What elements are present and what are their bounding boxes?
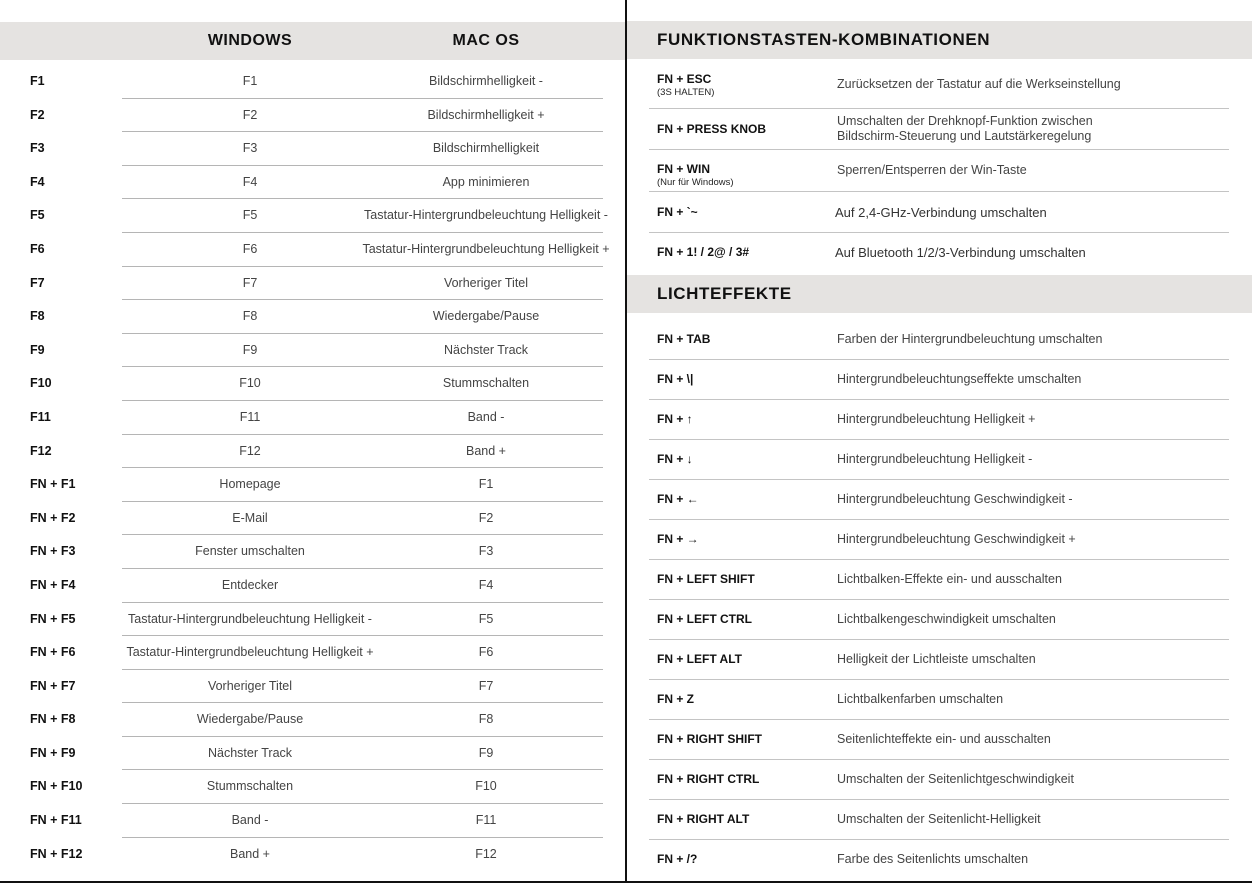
table-row [0, 132, 625, 166]
description: Lichtbalken-Effekte ein- und ausschalten [837, 572, 1062, 586]
key-combo: F4 [30, 174, 45, 189]
windows-action: Entdecker [221, 577, 279, 592]
key-combo: F6 [30, 241, 45, 256]
key-combo: FN + ← [657, 492, 699, 506]
key-combo: F9 [30, 342, 45, 357]
key-combo: FN + F3 [30, 544, 76, 559]
table-row [0, 435, 625, 469]
key-combo [657, 205, 698, 219]
table-row [0, 535, 625, 569]
key-note: (3S HALTEN) [657, 87, 715, 98]
description: Umschalten der Seitenlicht-Helligkeit [837, 812, 1041, 826]
description: Hintergrundbeleuchtung Helligkeit + [837, 412, 1036, 426]
description: Hintergrundbeleuchtung Helligkeit - [837, 452, 1033, 466]
list-item [627, 520, 1252, 560]
table-row [0, 502, 625, 536]
list-item [627, 840, 1252, 880]
list-item [627, 60, 1252, 109]
table-row [0, 770, 625, 804]
list-item [627, 233, 1252, 273]
windows-action: F12 [239, 443, 261, 458]
list-item [627, 600, 1252, 640]
key-combo: F11 [30, 409, 51, 424]
key-combo: F8 [30, 309, 45, 324]
windows-action: F6 [242, 241, 258, 256]
key-combo: FN + F11 [30, 813, 82, 828]
macos-action: Bildschirmhelligkeit - [429, 74, 543, 88]
shortcut-table-left [0, 0, 625, 883]
macos-action: F6 [478, 645, 494, 660]
macos-action: Tastatur-Hintergrundbeleuchtung Helligkeit - [364, 208, 608, 223]
description: Farbe des Seitenlichts umschalten [837, 852, 1029, 866]
table-row [0, 401, 625, 435]
description: Farben der Hintergrundbeleuchtung umschalten [837, 332, 1103, 346]
windows-action: F2 [242, 107, 258, 122]
windows-action: F3 [242, 141, 258, 156]
macos-action: F10 [475, 779, 497, 794]
key-combo: FN + ↓ [657, 452, 693, 466]
table-row [0, 670, 625, 704]
macos-action: F8 [478, 712, 494, 727]
description: Hintergrundbeleuchtung Geschwindigkeit + [837, 532, 1076, 546]
key-label: FN + WIN [657, 162, 710, 176]
key-combo: F10 [30, 376, 52, 391]
key-combo: FN + LEFT SHIFT [657, 572, 755, 586]
description [835, 205, 1047, 220]
key-combo: FN + LEFT CTRL [657, 612, 752, 626]
key-combo: FN + F10 [30, 779, 83, 794]
description: Seitenlichteffekte ein- und ausschalten [837, 732, 1051, 746]
table-row [0, 199, 625, 233]
key-label: FN + ESC [657, 72, 712, 86]
macos-action: Bildschirmhelligkeit [432, 141, 540, 156]
key-combo: FN + F5 [30, 611, 76, 626]
macos-action: Vorheriger Titel [443, 275, 529, 290]
table-row [0, 65, 625, 99]
key-combo [657, 72, 714, 98]
description: Umschalten der Seitenlichtgeschwindigkeit [837, 772, 1074, 786]
macos-action: F2 [478, 510, 494, 525]
windows-action: Vorheriger Titel [207, 678, 293, 693]
description [837, 114, 1093, 144]
table-row [0, 703, 625, 737]
key-combo: FN + RIGHT ALT [657, 812, 750, 826]
windows-action: Tastatur-Hintergrundbeleuchtung Helligkeit - [128, 611, 372, 626]
key-combo: FN + /? [657, 852, 698, 866]
macos-action: F4 [478, 577, 494, 592]
key-combo [657, 122, 766, 136]
list-item [627, 109, 1252, 150]
macos-action: Band - [467, 409, 505, 424]
macos-action: Wiedergabe/Pause [432, 309, 540, 324]
description-line: Umschalten der Drehknopf-Funktion zwischen [837, 114, 1093, 128]
key-combo: FN + Z [657, 692, 695, 706]
column-header-windows: WINDOWS [207, 32, 293, 49]
windows-action: Stummschalten [206, 779, 294, 794]
key-combo: F1 [30, 74, 45, 88]
key-label: FN + 1! / 2@ / 3# [657, 245, 750, 259]
key-combo: FN + F9 [30, 745, 76, 760]
table-row [0, 569, 625, 603]
list-item [627, 720, 1252, 760]
macos-action: App minimieren [442, 174, 530, 189]
key-combo: FN + TAB [657, 332, 711, 346]
key-combo: FN + F1 [30, 477, 76, 492]
table-row [0, 636, 625, 670]
macos-action: Nächster Track [443, 342, 529, 357]
list-item [627, 680, 1252, 720]
description [835, 245, 1086, 260]
table-header [0, 22, 625, 60]
list-item [627, 360, 1252, 400]
section-header-light-effects [627, 275, 1252, 313]
macos-action: F9 [478, 745, 494, 760]
key-label: FN + PRESS KNOB [657, 121, 767, 136]
table-row [0, 267, 625, 301]
list-item [627, 560, 1252, 600]
macos-action: F3 [478, 544, 494, 559]
macos-action: F5 [478, 611, 494, 626]
description [837, 77, 1121, 92]
column-header-macos: MAC OS [452, 32, 520, 49]
key-combo: FN + F8 [30, 712, 76, 727]
table-body [0, 65, 625, 871]
shortcut-table-right [627, 0, 1252, 883]
table-row [0, 367, 625, 401]
list-item [627, 480, 1252, 520]
list-item [627, 440, 1252, 480]
windows-action: Wiedergabe/Pause [196, 712, 304, 727]
windows-action: F4 [242, 174, 258, 189]
windows-action: Tastatur-Hintergrundbeleuchtung Helligkeit + [126, 645, 374, 660]
windows-action: F5 [242, 208, 258, 223]
macos-action: F12 [475, 846, 497, 861]
list-item [627, 320, 1252, 360]
macos-action: Bildschirmhelligkeit + [427, 107, 545, 122]
windows-action: F8 [242, 309, 258, 324]
windows-action: F9 [242, 342, 258, 357]
description: Helligkeit der Lichtleiste umschalten [837, 652, 1036, 666]
key-combo: FN + RIGHT CTRL [657, 772, 760, 786]
key-combo: FN + \| [657, 372, 694, 386]
macos-action: F1 [478, 477, 494, 492]
table-row [0, 300, 625, 334]
key-combo: FN + F12 [30, 846, 83, 861]
table-row [0, 99, 625, 133]
table-row [0, 804, 625, 838]
key-combo: F2 [30, 107, 45, 122]
key-label: FN + `~ [657, 204, 698, 219]
list-item [627, 192, 1252, 233]
list-item [627, 640, 1252, 680]
windows-action: Fenster umschalten [195, 544, 305, 559]
description: Hintergrundbeleuchtungseffekte umschalten [837, 372, 1082, 386]
key-combo: FN + F4 [30, 577, 76, 592]
description-line: Sperren/Entsperren der Win-Taste [837, 163, 1027, 177]
table-row [0, 737, 625, 771]
windows-action: Band + [230, 846, 270, 861]
macos-action: Stummschalten [442, 376, 530, 391]
macos-action: Band + [466, 443, 506, 458]
table-row [0, 603, 625, 637]
key-combo: F12 [30, 443, 52, 458]
macos-action: Tastatur-Hintergrundbeleuchtung Helligkeit + [362, 241, 610, 256]
key-combo [657, 245, 749, 259]
section-header-function-keys [627, 21, 1252, 59]
key-note: (Nur für Windows) [657, 177, 734, 188]
windows-action: Nächster Track [207, 745, 293, 760]
windows-action: Band - [231, 813, 269, 828]
description [837, 163, 1027, 178]
windows-action: F7 [242, 275, 258, 290]
windows-action: F1 [242, 74, 258, 88]
description: Lichtbalkengeschwindigkeit umschalten [837, 612, 1056, 626]
windows-action: Homepage [219, 477, 281, 492]
description-line: Zurücksetzen der Tastatur auf die Werkseinstellung [837, 76, 1121, 91]
description-line: Bildschirm-Steuerung und Lautstärkeregelung [837, 129, 1092, 143]
table-row [0, 334, 625, 368]
section-title: LICHTEFFEKTE [657, 284, 792, 303]
windows-action: F10 [239, 376, 261, 391]
list-item [627, 150, 1252, 192]
description-line: Auf Bluetooth 1/2/3-Verbindung umschalten [835, 245, 1086, 260]
key-combo: FN + ↑ [657, 412, 693, 426]
macos-action: F7 [478, 678, 494, 693]
macos-action: F11 [475, 813, 497, 828]
description: Lichtbalkenfarben umschalten [837, 692, 1004, 706]
list-item [627, 760, 1252, 800]
table-row [0, 166, 625, 200]
table-row [0, 468, 625, 502]
key-combo: F3 [30, 141, 45, 156]
table-row [0, 233, 625, 267]
list-item [627, 800, 1252, 840]
table-row [0, 838, 625, 872]
key-combo [657, 162, 734, 188]
key-combo: FN + F6 [30, 645, 76, 660]
list-item [627, 400, 1252, 440]
key-combo: FN + F7 [30, 678, 76, 693]
key-combo: FN + F2 [30, 510, 76, 525]
windows-action: F11 [239, 409, 261, 424]
key-combo: F7 [30, 275, 45, 290]
description-line: Auf 2,4-GHz-Verbindung umschalten [835, 204, 1047, 220]
key-combo: FN + LEFT ALT [657, 652, 742, 666]
description: Hintergrundbeleuchtung Geschwindigkeit - [837, 492, 1073, 506]
windows-action: E-Mail [232, 510, 268, 525]
section-title: FUNKTIONSTASTEN-KOMBINATIONEN [657, 30, 991, 49]
key-combo: F5 [30, 208, 45, 223]
key-combo: FN + RIGHT SHIFT [657, 732, 762, 746]
key-combo: FN + → [657, 532, 699, 546]
